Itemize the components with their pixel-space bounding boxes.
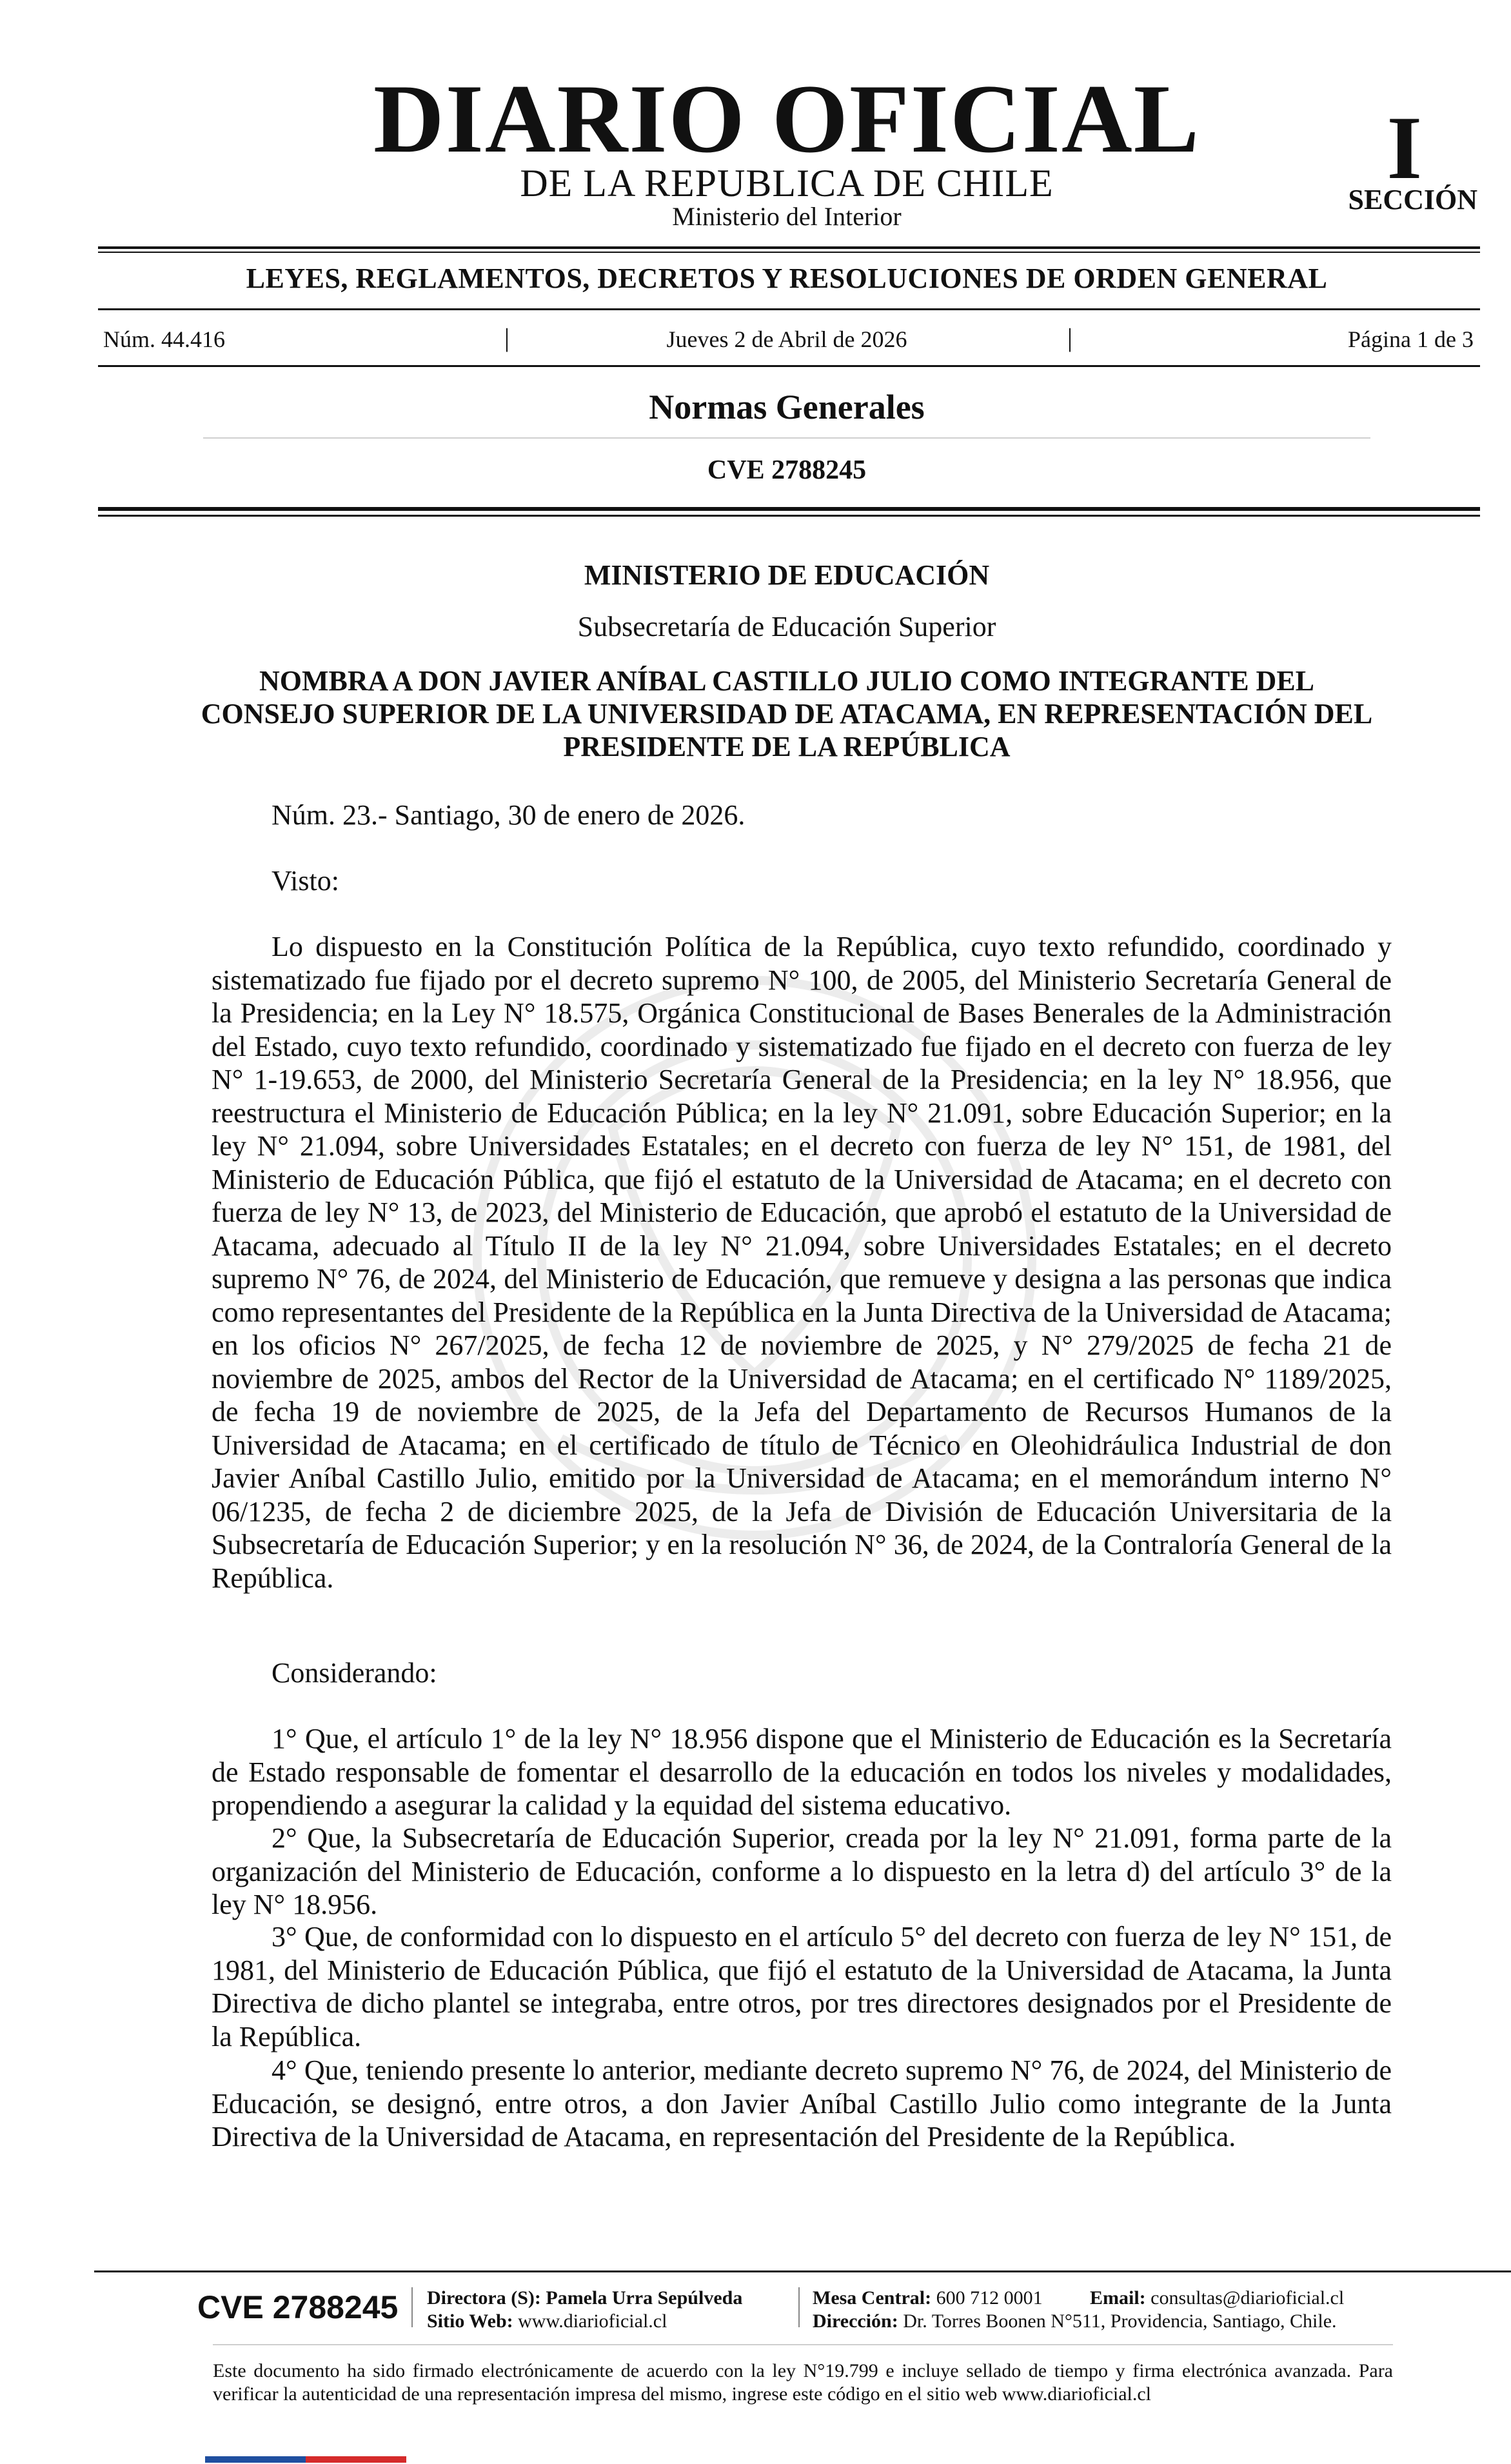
website-link[interactable]: www.diarioficial.cl	[518, 2310, 667, 2332]
footer-email	[1090, 2289, 1344, 2308]
category-title: Normas Generales	[649, 388, 925, 426]
considerando-label: Considerando:	[272, 1657, 437, 1689]
footer-address-label: Dirección:	[813, 2310, 898, 2332]
section-number: I	[1387, 98, 1422, 198]
considerando-item: 1° Que, el artículo 1° de la ley N° 18.956 dispone que el Ministerio de Educación es la Secretaría de Estado responsable de fomentar el desarrollo de la educación en todos los niveles y modalidades, propendiendo a asegurar la calidad y la equidad del sistema educativo.	[212, 1723, 1392, 1821]
issue-date: Jueves 2 de Abril de 2026	[666, 326, 907, 352]
flag-stripe-blue	[205, 2456, 306, 2463]
footer-website-label: Sitio Web:	[427, 2310, 513, 2332]
subsecretariat: Subsecretaría de Educación Superior	[577, 611, 996, 642]
legal-notice: Este documento ha sido firmado electrónicamente de acuerdo con la ley N°19.799 e incluye sellado de tiempo y firma electrónica avanzada. Para verificar la autenticidad de una representación impresa del mismo, ingrese este código en el sitio web www.diarioficial.cl	[213, 2360, 1393, 2405]
newspaper-subtitle: DE LA REPUBLICA DE CHILE	[520, 162, 1054, 204]
footer-phone	[813, 2289, 1043, 2308]
footer-divider	[798, 2287, 800, 2327]
flag-stripe-red	[306, 2456, 406, 2463]
footer-thin-rule	[213, 2344, 1393, 2345]
visto-paragraph: Lo dispuesto en la Constitución Política de la República, cuyo texto refundido, coordinado y sistematizado fue fijado por el decreto supremo N° 100, de 2005, del Ministerio Secretaría General de la Presidencia; en la Ley N° 18.575, Orgánica Constitucional de Bases Benerales de la Administración del Estado, cuyo texto refundido, coordinado y sistematizado fue fijado en el decreto con fuerza de ley N° 1-19.653, de 2000, del Ministerio Secretaría General de la Presidencia; en la ley N° 18.956, que reestructura el Ministerio de Educación Pública; en la ley N° 21.091, sobre Educación Superior; en la ley N° 21.094, sobre Universidades Estatales; en el decreto con fuerza de ley N° 151, de 1981, del Ministerio de Educación Pública, que fijó el estatuto de la Universidad de Atacama; en el decreto con fuerza de ley N° 13, de 2023, del Ministerio de Educación, que aprobó el estatuto de la Universidad de Atacama, adecuado al Título II de la ley N° 21.094, sobre Universidades Estatales; en el decreto supremo N° 76, de 2024, del Ministerio de Educación, que remueve y designa a las personas que indica como representantes del Presidente de la República en la Junta Directiva de la Universidad de Atacama; en los oficios N° 267/2025, de fecha 12 de noviembre de 2025, y N° 279/2025 de fecha 21 de noviembre de 2025, ambos del Rector de la Universidad de Atacama; en el certificado N° 1189/2025, de fecha 19 de noviembre de 2025, de la Jefa del Departamento de Recursos Humanos de la Universidad de Atacama; en el certificado de título de Técnico en Oleohidráulica Industrial de don Javier Aníbal Castillo Julio, emitido por la Universidad de Atacama; en el memorándum interno N° 06/1235, de fecha 2 de diciembre 2025, de la Jefa de División de Educación Universitaria de la Subsecretaría de Educación Superior; y en la resolución N° 36, de 2024, de la Contraloría General de la República.	[212, 931, 1392, 1594]
heading-rule	[98, 308, 1480, 310]
section-heading: LEYES, REGLAMENTOS, DECRETOS Y RESOLUCIONES DE ORDEN GENERAL	[246, 263, 1328, 294]
footer-cve: CVE 2788245	[197, 2289, 399, 2325]
considerando-item: 3° Que, de conformidad con lo dispuesto en el artículo 5° del decreto con fuerza de ley N° 151, de 1981, del Ministerio de Educación Pública, que fijó el estatuto de la Universidad de Atacama, la Junta Directiva de dicho plantel se integraba, entre otros, por tres directores designados por el Presidente de la República.	[212, 1921, 1392, 2052]
cve-rule-thin	[98, 515, 1480, 517]
footer-address-value: Dr. Torres Boonen N°511, Providencia, Santiago, Chile.	[903, 2310, 1337, 2332]
masthead-rule-top-thin	[98, 252, 1480, 253]
masthead-rule-top	[98, 246, 1480, 249]
section-label: SECCIÓN	[1348, 184, 1477, 215]
page-indicator: Página 1 de 3	[1348, 326, 1474, 352]
considerando-item: 4° Que, teniendo presente lo anterior, mediante decreto supremo N° 76, de 2024, del Ministerio de Educación, se designó, entre otros, a don Javier Aníbal Castillo Julio como integrante de la Junta Directiva de la Universidad de Atacama, en representación del Presidente de la República.	[212, 2054, 1392, 2152]
footer-email-label: Email:	[1090, 2287, 1146, 2309]
decree-number-line: Núm. 23.- Santiago, 30 de enero de 2026.	[272, 799, 746, 831]
considerando-item: 2° Que, la Subsecretaría de Educación Superior, creada por la ley N° 21.091, forma parte de la organización del Ministerio de Educación, conforme a lo dispuesto en la letra d) del artículo 3° de la ley N° 18.956.	[212, 1822, 1392, 1920]
ministry-heading: MINISTERIO DE EDUCACIÓN	[584, 559, 990, 591]
issue-number: Núm. 44.416	[103, 326, 225, 352]
issue-separator: |	[1067, 323, 1073, 352]
meta-rule	[98, 365, 1480, 367]
footer-director: Directora (S): Pamela Urra Sepúlveda	[427, 2287, 743, 2309]
footer-rule	[94, 2270, 1511, 2272]
footer-phone-label: Mesa Central:	[813, 2287, 932, 2309]
issue-separator: |	[504, 323, 510, 352]
footer-phone-value: 600 712 0001	[936, 2287, 1043, 2309]
footer-divider	[411, 2287, 413, 2327]
footer-website	[427, 2312, 667, 2331]
footer-address	[813, 2312, 1337, 2331]
decree-title: NOMBRA A DON JAVIER ANÍBAL CASTILLO JULIO COMO INTEGRANTE DEL CONSEJO SUPERIOR DE LA UNIVERSIDAD DE ATACAMA, EN REPRESENTACIÓN DEL PRESIDENTE DE LA REPÚBLICA	[201, 665, 1373, 762]
newspaper-title: DIARIO OFICIAL	[373, 65, 1201, 173]
category-rule	[203, 437, 1370, 439]
visto-label: Visto:	[272, 865, 339, 897]
masthead-ministry: Ministerio del Interior	[672, 202, 902, 231]
cve-code: CVE 2788245	[707, 455, 867, 485]
email-link[interactable]: consultas@diarioficial.cl	[1151, 2287, 1345, 2309]
cve-rule-thick	[98, 507, 1480, 511]
